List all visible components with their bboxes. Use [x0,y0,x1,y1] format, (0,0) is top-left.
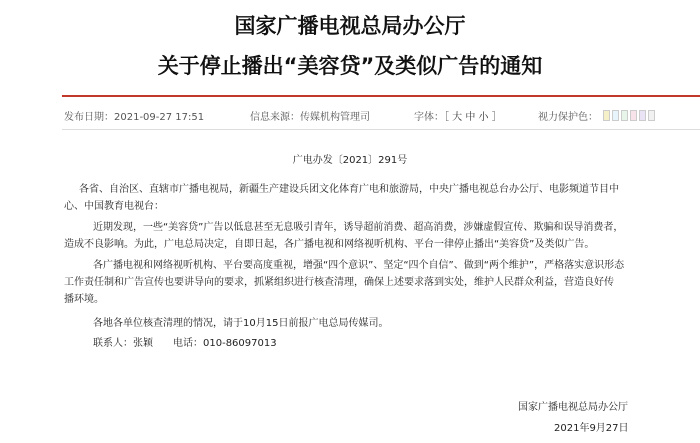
title-divider [62,95,700,97]
vision-protect-label: 视力保护色： [538,112,598,123]
paragraph-1-line-2: 造成不良影响。为此，广电总局决定，自即日起，各广播电视和网络视听机构、平台一律停止播出“美容贷”及类似广告。 [64,239,595,250]
font-size-control [414,108,502,123]
meta-divider [62,129,700,130]
paragraph-3: 各地各单位核查清理的情况，请于10月15日前报广电总局传媒司。 [93,318,389,329]
font-size-options[interactable]: ［ 大 中 小 ］ [444,112,502,123]
info-source: 信息来源：传媒机构管理司 [250,112,370,123]
font-size-label: 字体： [414,112,444,123]
recipients-line-2: 心、中国教育电视台： [64,201,164,212]
color-swatch-3[interactable] [621,110,628,121]
page-title-line1: 国家广播电视总局办公厅 [234,14,466,38]
color-swatch-6[interactable] [648,110,655,121]
vision-protect-control [538,108,655,123]
document-number: 广电办发〔2021〕291号 [292,155,408,166]
contact-info: 联系人：张颖 电话：010-86097013 [93,338,277,349]
paragraph-2-line-2: 工作责任制和广告宣传也要讲导向的要求，抓紧组织进行核查清理，确保上述要求落到实处，维护人民群众利益，营造良好传 [64,277,614,288]
color-swatch-4[interactable] [630,110,637,121]
paragraph-2-line-1: 各广播电视和网络视听机构、平台要高度重视，增强“四个意识”、坚定“四个自信”、做到“两个维护”，严格落实意识形态 [93,260,625,271]
page-title-line2: 关于停止播出“美容贷”及类似广告的通知 [157,54,543,78]
publish-date: 发布日期：2021-09-27 17:51 [64,112,205,123]
signature-date: 2021年9月27日 [554,423,629,434]
paragraph-2-line-3: 播环境。 [64,294,104,305]
color-swatch-1[interactable] [603,110,610,121]
color-swatch-5[interactable] [639,110,646,121]
signature-organization: 国家广播电视总局办公厅 [518,402,628,413]
color-swatch-2[interactable] [612,110,619,121]
recipients-line-1: 各省、自治区、直辖市广播电视局，新疆生产建设兵团文化体育广电和旅游局，中央广播电视总台办公厅、电影频道节目中 [79,184,619,195]
paragraph-1-line-1: 近期发现，一些“美容贷”广告以低息甚至无息吸引青年，诱导超前消费、超高消费，涉嫌虚假宣传、欺骗和误导消费者， [93,222,624,233]
